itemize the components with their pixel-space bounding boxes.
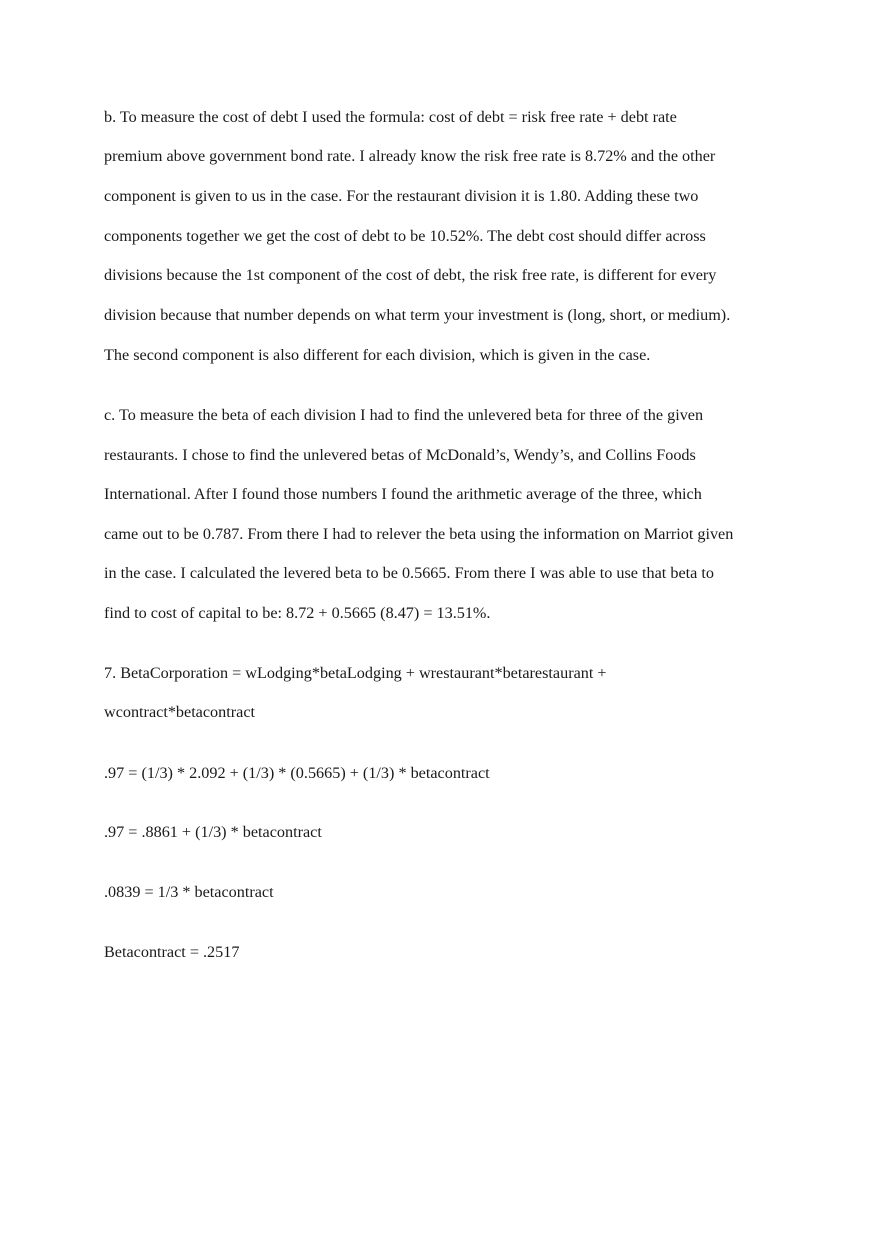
- equation-line: Betacontract = .2517: [104, 943, 240, 961]
- text-line: c. To measure the beta of each division I had to find the unlevered beta for three of the given: [104, 406, 704, 424]
- text-line: divisions because the 1st component of the cost of debt, the risk free rate, is different for every: [104, 266, 717, 284]
- text-line: premium above government bond rate. I already know the risk free rate is 8.72% and the other: [104, 147, 716, 165]
- text-line: wcontract*betacontract: [104, 703, 255, 721]
- text-line: find to cost of capital to be: 8.72 + 0.5665 (8.47) = 13.51%.: [104, 604, 491, 622]
- text-line: International. After I found those numbers I found the arithmetic average of the three, which: [104, 485, 702, 503]
- text-line: b. To measure the cost of debt I used the formula: cost of debt = risk free rate + debt rate: [104, 108, 677, 126]
- equation-line: .97 = .8861 + (1/3) * betacontract: [104, 823, 322, 841]
- equation-line: .0839 = 1/3 * betacontract: [104, 883, 274, 901]
- text-line: components together we get the cost of debt to be 10.52%. The debt cost should differ across: [104, 227, 706, 245]
- text-line: division because that number depends on what term your investment is (long, short, or medium).: [104, 306, 731, 324]
- equation-line: .97 = (1/3) * 2.092 + (1/3) * (0.5665) + (1/3) * betacontract: [104, 764, 490, 782]
- text-line: came out to be 0.787. From there I had to relever the beta using the information on Marriot given: [104, 525, 734, 543]
- text-line: restaurants. I chose to find the unlevered betas of McDonald’s, Wendy’s, and Collins Foods: [104, 446, 696, 464]
- text-line: component is given to us in the case. For the restaurant division it is 1.80. Adding these two: [104, 187, 699, 205]
- text-line: The second component is also different for each division, which is given in the case.: [104, 346, 651, 364]
- text-line: 7. BetaCorporation = wLodging*betaLodging + wrestaurant*betarestaurant +: [104, 664, 607, 682]
- text-line: in the case. I calculated the levered beta to be 0.5665. From there I was able to use that beta to: [104, 564, 714, 582]
